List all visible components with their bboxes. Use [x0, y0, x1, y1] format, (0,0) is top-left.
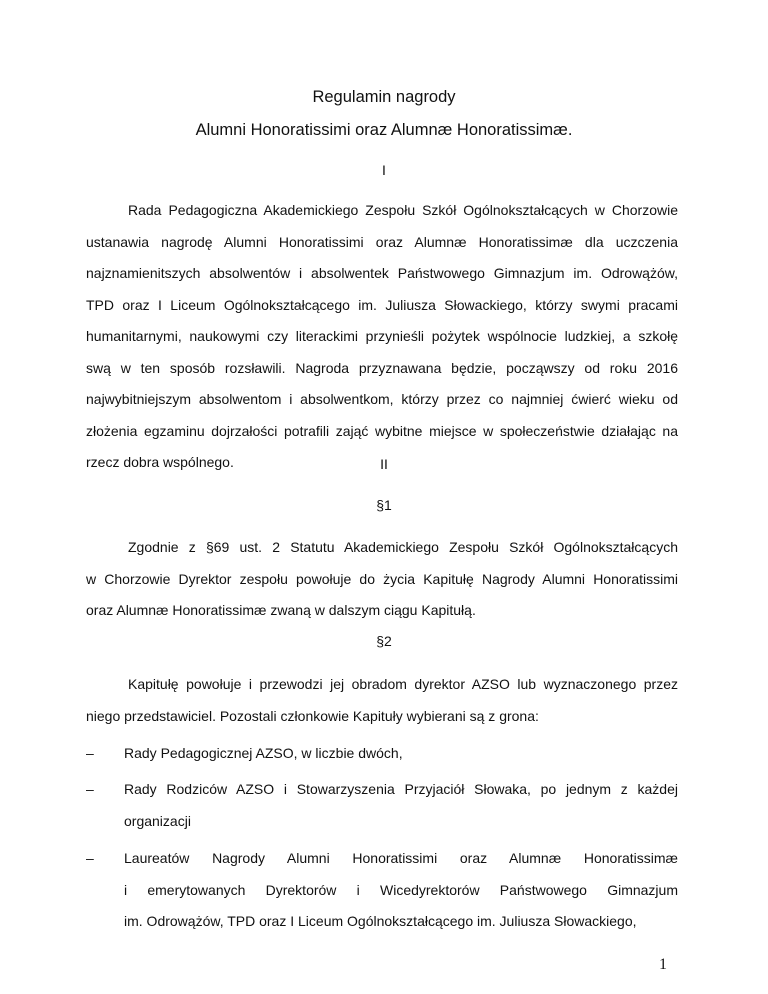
paragraph-line: Zgodnie z §69 ust. 2 Statutu Akademickiego Zespołu Szkół Ogólnokształcących — [128, 539, 678, 555]
paragraph-line: niego przedstawiciel. Pozostali członkowie Kapituły wybierani są z grona: — [86, 707, 539, 724]
paragraph-line: Rada Pedagogiczna Akademickiego Zespołu Szkół Ogólnokształcących w Chorzowie — [128, 202, 678, 218]
paragraph-line: w Chorzowie Dyrektor zespołu powołuje do życia Kapitułę Nagrody Alumni Honoratissimi — [86, 570, 678, 587]
paragraph-line: najwybitniejszym absolwentom i absolwentkom, którzy przez co najmniej ćwierć wieku od — [86, 391, 678, 407]
document-subtitle: Alumni Honoratissimi oraz Alumnæ Honoratissimæ. — [195, 121, 573, 139]
list-dash: – — [86, 745, 94, 761]
section-heading-I: I — [382, 162, 386, 178]
paragraph-line: rzecz dobra wspólnego. — [86, 454, 234, 470]
list-dash: – — [86, 850, 94, 866]
paragraph-line: złożenia egzaminu dojrzałości potrafili zająć wybitne miejsce w społeczeństwie działając na — [86, 422, 678, 439]
list-item-line: organizacji — [124, 812, 191, 829]
paragraph-line: ustanawia nagrodę Alumni Honoratissimi oraz Alumnæ Honoratissimæ dla uczczenia — [86, 233, 678, 250]
paragraph-heading-2: §2 — [376, 633, 392, 649]
list-item-line: Laureatów Nagrody Alumni Honoratissimi oraz Alumnæ Honoratissimæ — [124, 850, 678, 866]
section-heading-II: II — [380, 456, 388, 472]
paragraph-heading-1: §1 — [376, 497, 392, 513]
paragraph-line: najznamienitszych absolwentów i absolwentek Państwowego Gimnazjum im. Odrowążów, — [86, 265, 678, 281]
page-number: 1 — [659, 956, 667, 973]
paragraph-line: humanitarnymi, naukowymi czy literackimi przynieśli pożytek wspólnocie ludzkiej, a szkołę — [86, 328, 678, 344]
document-title: Regulamin nagrody — [312, 88, 456, 106]
list-item-line: Rady Rodziców AZSO i Stowarzyszenia Przyjaciół Słowaka, po jednym z każdej — [124, 781, 678, 797]
paragraph-line: Kapitułę powołuje i przewodzi jej obradom dyrektor AZSO lub wyznaczonego przez — [128, 676, 678, 692]
list-item-line: Rady Pedagogicznej AZSO, w liczbie dwóch, — [124, 745, 403, 761]
paragraph-line: swą w ten sposób rozsławili. Nagroda przyznawana będzie, począwszy od roku 2016 — [86, 359, 678, 376]
list-item-line: i emerytowanych Dyrektorów i Wicedyrektorów Państwowego Gimnazjum — [124, 881, 678, 898]
paragraph-line: oraz Alumnæ Honoratissimæ zwaną w dalszym ciągu Kapitułą. — [86, 602, 476, 618]
list-dash: – — [86, 781, 94, 797]
paragraph-line: TPD oraz I Liceum Ogólnokształcącego im. Juliusza Słowackiego, którzy swymi pracami — [86, 296, 678, 313]
section-I-paragraph — [86, 195, 678, 479]
paragraph-2 — [86, 669, 678, 732]
paragraph-1 — [86, 532, 678, 627]
list-item-line: im. Odrowążów, TPD oraz I Liceum Ogólnokształcącego im. Juliusza Słowackiego, — [124, 913, 637, 929]
